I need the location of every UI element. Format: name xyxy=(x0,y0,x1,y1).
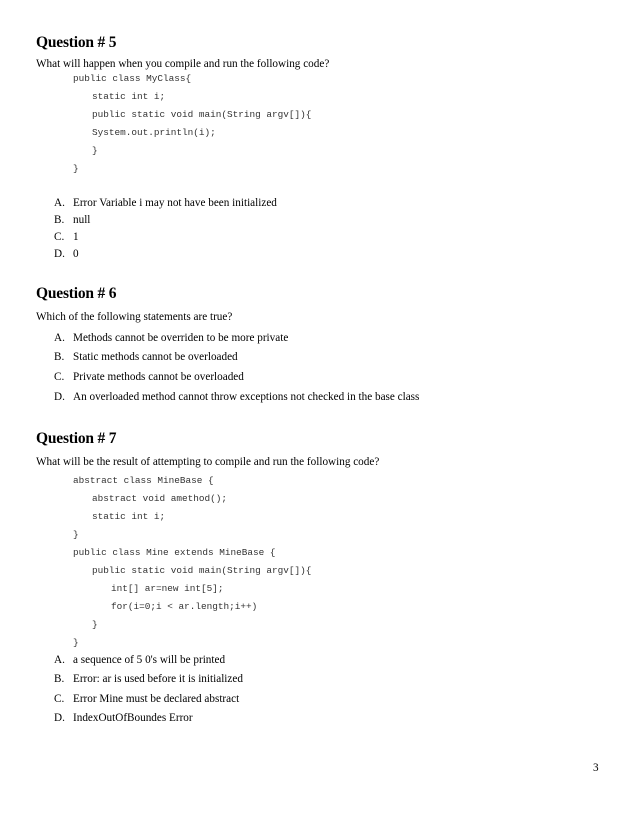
question-7-option-c xyxy=(54,693,239,705)
code-line: public static void main(String argv[]){ xyxy=(92,109,312,120)
question-7-option-b xyxy=(54,673,243,685)
option-letter: B. xyxy=(54,214,65,226)
code-line: } xyxy=(92,145,98,156)
question-5-option-d xyxy=(54,248,79,260)
code-line: } xyxy=(73,163,79,174)
question-7-option-a xyxy=(54,654,225,666)
question-6-option-c xyxy=(54,371,244,383)
question-7-option-d xyxy=(54,712,193,724)
option-text: Error Variable i may not have been initialized xyxy=(73,197,277,209)
code-line: public static void main(String argv[]){ xyxy=(92,565,312,576)
code-line: } xyxy=(73,637,79,648)
option-letter: C. xyxy=(54,371,65,383)
option-text: null xyxy=(73,214,91,226)
option-text: Private methods cannot be overloaded xyxy=(73,371,244,383)
option-letter: A. xyxy=(54,332,65,344)
question-5-option-c xyxy=(54,231,79,243)
option-letter: D. xyxy=(54,712,65,724)
option-text: An overloaded method cannot throw exceptions not checked in the base class xyxy=(73,391,420,403)
question-6-title: Question # 6 xyxy=(36,285,117,302)
code-line: System.out.println(i); xyxy=(92,127,216,138)
question-5-prompt: What will happen when you compile and run the following code? xyxy=(36,58,330,70)
code-line: abstract class MineBase { xyxy=(73,475,214,486)
question-7-title: Question # 7 xyxy=(36,430,117,447)
code-line: int[] ar=new int[5]; xyxy=(111,583,224,594)
page-number: 3 xyxy=(593,762,599,774)
option-text: 0 xyxy=(73,248,79,260)
option-letter: A. xyxy=(54,654,65,666)
question-5-option-b xyxy=(54,214,90,226)
option-letter: C. xyxy=(54,693,65,705)
option-text: 1 xyxy=(73,231,79,243)
question-6-option-b xyxy=(54,351,238,363)
option-letter: B. xyxy=(54,351,65,363)
option-text: Error: ar is used before it is initialized xyxy=(73,673,243,685)
question-5-option-a xyxy=(54,197,277,209)
option-letter: D. xyxy=(54,248,65,260)
code-line: public class Mine extends MineBase { xyxy=(73,547,276,558)
option-letter: B. xyxy=(54,673,65,685)
code-line: static int i; xyxy=(92,91,166,102)
code-line: for(i=0;i < ar.length;i++) xyxy=(111,601,258,612)
code-line: } xyxy=(92,619,98,630)
option-text: Static methods cannot be overloaded xyxy=(73,351,238,363)
option-text: IndexOutOfBoundes Error xyxy=(73,712,193,724)
question-5-title: Question # 5 xyxy=(36,34,117,51)
code-line: } xyxy=(73,529,79,540)
option-text: a sequence of 5 0's will be printed xyxy=(73,654,226,666)
code-line: static int i; xyxy=(92,511,166,522)
question-6-option-a xyxy=(54,332,288,344)
option-letter: C. xyxy=(54,231,65,243)
option-letter: A. xyxy=(54,197,65,209)
question-7-prompt: What will be the result of attempting to compile and run the following code? xyxy=(36,456,380,468)
question-6-prompt: Which of the following statements are true? xyxy=(36,311,233,323)
code-line: public class MyClass{ xyxy=(73,73,192,84)
code-line: abstract void amethod(); xyxy=(92,493,228,504)
option-letter: D. xyxy=(54,391,65,403)
question-6-option-d xyxy=(54,391,419,403)
option-text: Methods cannot be overriden to be more private xyxy=(73,332,289,344)
option-text: Error Mine must be declared abstract xyxy=(73,693,240,705)
